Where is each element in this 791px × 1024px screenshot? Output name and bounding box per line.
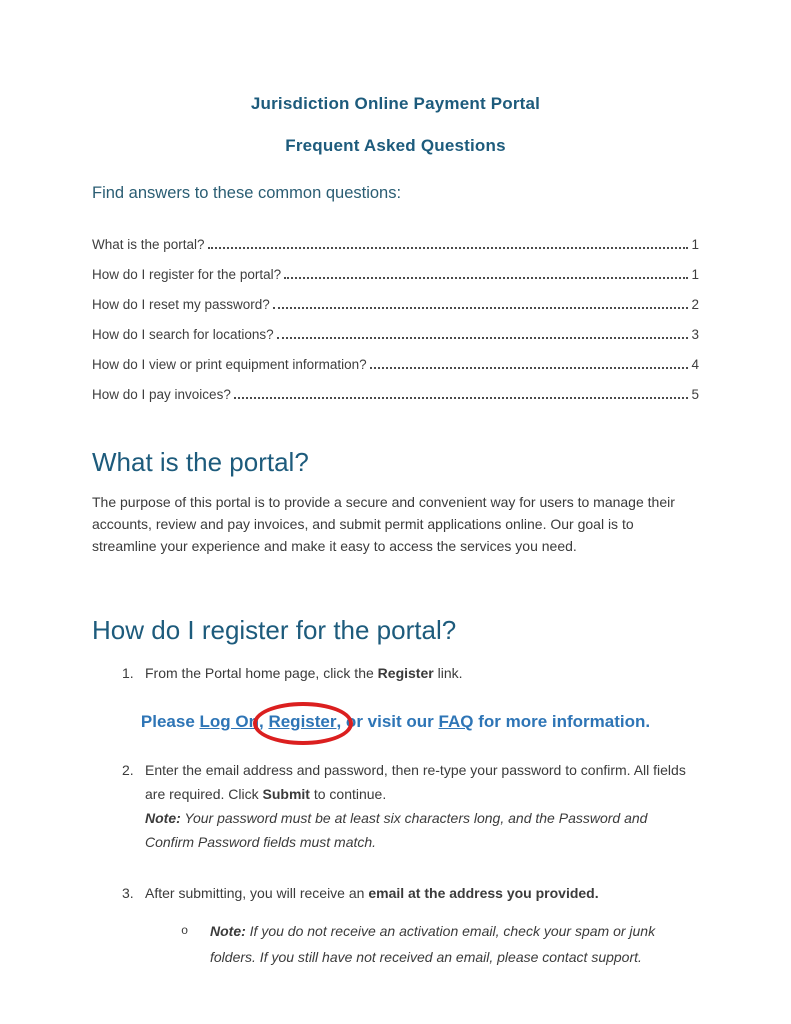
toc-entry-what-is-portal[interactable]: [92, 237, 699, 252]
toc-page-number: 1: [691, 237, 699, 252]
toc-entry-reset-password[interactable]: [92, 297, 699, 312]
intro-line: Find answers to these common questions:: [92, 184, 402, 202]
step3-text: After submitting, you will receive an: [145, 885, 369, 901]
portal-banner-callout: [92, 712, 699, 732]
toc-entry-label: How do I register for the portal?: [92, 267, 282, 282]
email-bold-phrase: email at the address you provided.: [368, 885, 599, 901]
step-text: [145, 758, 699, 854]
step-text: [145, 881, 599, 905]
step2-text-end: to continue.: [309, 786, 387, 802]
section-how-to-register: [92, 614, 699, 970]
what-is-portal-paragraph: The purpose of this portal is to provide a secure and convenient way for users to manage their accounts, review and pay invoices, and submit permit applications online. Our goal is to streamline your experience and make it easy to access the services you need.: [92, 494, 675, 554]
toc-page-number: 5: [691, 387, 699, 402]
toc-page-number: 1: [691, 267, 699, 282]
toc-entry-equipment-info[interactable]: [92, 357, 699, 372]
toc-entry-label: How do I reset my password?: [92, 297, 270, 312]
callout-separator: , or visit our: [336, 712, 439, 731]
password-note: [145, 806, 699, 854]
toc-dot-leader: [208, 247, 689, 249]
callout-text: Please: [140, 712, 200, 731]
faq-link[interactable]: FAQ: [438, 712, 474, 731]
toc-entry-pay-invoices[interactable]: [92, 387, 699, 402]
step-number: 3.: [122, 885, 134, 901]
activation-email-subnote: [92, 918, 699, 970]
toc-page-number: 4: [691, 357, 699, 372]
sub-bullet-marker: o: [181, 924, 189, 938]
submit-bold-word: Submit: [262, 786, 310, 802]
toc-dot-leader: [284, 277, 688, 279]
note-text: If you do not receive an activation email, check your spam or junk folders. If you still have not received an email, please contact support.: [210, 923, 656, 965]
toc-dot-leader: [273, 307, 689, 309]
toc-entry-label: What is the portal?: [92, 237, 205, 252]
toc-dot-leader: [277, 337, 689, 339]
register-step-1: [92, 661, 699, 685]
toc-entry-search-locations[interactable]: [92, 327, 699, 342]
step-number: 1.: [122, 665, 134, 681]
note-label: Note:: [145, 810, 181, 826]
register-step-2: [92, 758, 699, 854]
step1-text: From the Portal home page, click the: [145, 665, 378, 681]
toc-page-number: 3: [691, 327, 699, 342]
step1-text-end: link.: [433, 665, 463, 681]
log-on-link[interactable]: Log On: [199, 712, 259, 731]
document-subtitle: Frequent Asked Questions: [285, 136, 506, 155]
step2-text: Enter the email address and password, then re-type your password to confirm. All fields are required. Click: [145, 762, 686, 802]
circled-register-group: [268, 712, 336, 732]
section-heading-how-to-register: How do I register for the portal?: [92, 615, 457, 645]
toc-dot-leader: [370, 367, 689, 369]
toc-dot-leader: [234, 397, 689, 399]
toc-entry-register[interactable]: [92, 267, 699, 282]
toc-entry-label: How do I pay invoices?: [92, 387, 231, 402]
table-of-contents: [92, 237, 699, 402]
step-text: [145, 661, 463, 685]
toc-entry-label: How do I search for locations?: [92, 327, 274, 342]
register-step-3: [92, 881, 699, 905]
callout-separator: ,: [259, 712, 269, 731]
document-title: Jurisdiction Online Payment Portal: [250, 94, 541, 113]
note-label: Note:: [210, 923, 246, 939]
section-what-is-portal: [92, 446, 699, 557]
note-text: Your password must be at least six characters long, and the Password and Confirm Password fields must match.: [145, 810, 648, 850]
step-number: 2.: [122, 762, 134, 778]
section-heading-what-is-portal: What is the portal?: [92, 447, 309, 477]
toc-page-number: 2: [691, 297, 699, 312]
subnote-text: [210, 918, 690, 970]
register-bold-word: Register: [377, 665, 434, 681]
register-link[interactable]: Register: [268, 712, 337, 731]
callout-text-end: for more information.: [473, 712, 651, 731]
toc-entry-label: How do I view or print equipment information?: [92, 357, 367, 372]
